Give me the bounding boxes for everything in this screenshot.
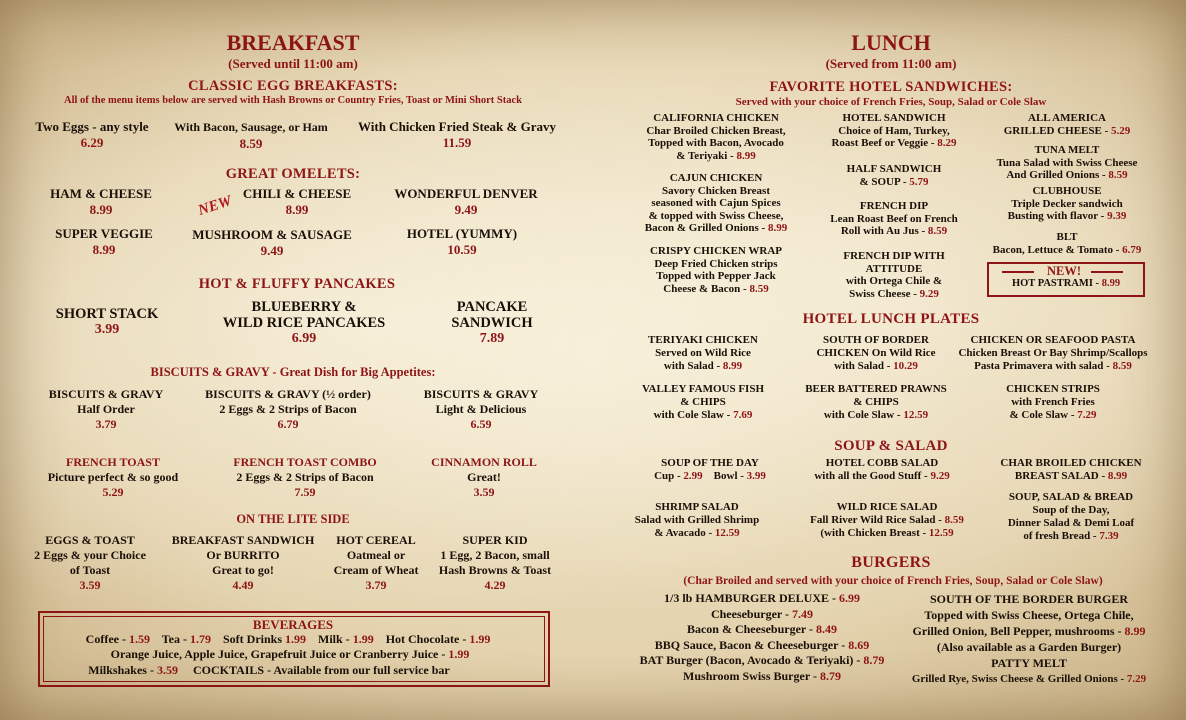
- hot-pastrami-item: HOT PASTRAMI - 8.99: [1011, 278, 1121, 289]
- menu-item: HAM & CHEESE 8.99: [50, 186, 152, 217]
- menu-item: CAJUN CHICKEN Savory Chicken Breast seasoned with Cajun Spices & topped with Swiss Cheese, Bacon & Grilled Onions - 8.99: [644, 172, 788, 235]
- lunch-plates-heading: HOTEL LUNCH PLATES: [802, 311, 980, 327]
- breakfast-hours: (Served until 11:00 am): [228, 56, 358, 71]
- beverages-heading: BEVERAGES: [252, 617, 334, 632]
- menu-item: BISCUITS & GRAVY Half Order 3.79: [48, 387, 164, 431]
- new-tag: NEW: [196, 193, 234, 219]
- menu-item: Two Eggs - any style 6.29: [35, 119, 149, 150]
- menu-item: EGGS & TOAST 2 Eggs & your Choice of Toast 3.59: [34, 533, 146, 592]
- menu-item: FRENCH TOAST Picture perfect & so good 5.29: [47, 455, 179, 499]
- menu-item: With Chicken Fried Steak & Gravy 11.59: [357, 119, 557, 150]
- pancakes-heading: HOT & FLUFFY PANCAKES: [198, 276, 396, 292]
- menu-item: VALLEY FAMOUS FISH & CHIPS with Cole Slaw - 7.69: [641, 383, 765, 421]
- lunch-hours: (Served from 11:00 am): [825, 56, 957, 71]
- soup-salad-heading: SOUP & SALAD: [834, 438, 948, 454]
- lunch-title: LUNCH: [851, 30, 931, 55]
- menu-item: CALIFORNIA CHICKEN Char Broiled Chicken Breast, Topped with Bacon, Avocado & Teriyaki - 8.99: [646, 112, 786, 162]
- menu-item: Cheeseburger - 7.49: [710, 606, 814, 621]
- lite-side-heading: ON THE LITE SIDE: [236, 512, 350, 526]
- menu-item: BLUEBERRY & WILD RICE PANCAKES 6.99: [222, 299, 386, 346]
- beverages-row-2: Orange Juice, Apple Juice, Grapefruit Juice or Cranberry Juice - 1.99: [110, 647, 470, 661]
- menu-item: With Bacon, Sausage, or Ham 8.59: [174, 120, 328, 151]
- menu-item: SUPER VEGGIE 8.99: [55, 226, 153, 257]
- classic-egg-note: All of the menu items below are served with Hash Browns or Country Fries, Toast or Mini Short Stack: [63, 95, 523, 106]
- new-tag: NEW!: [1046, 264, 1082, 278]
- menu-item: BAT Burger (Bacon, Avocado & Teriyaki) - 8.79: [639, 653, 885, 667]
- menu-item: PANCAKE SANDWICH 7.89: [451, 299, 533, 346]
- menu-item: BISCUITS & GRAVY Light & Delicious 6.59: [423, 387, 539, 431]
- burgers-note: (Char Broiled and served with your choice of French Fries, Soup, Salad or Cole Slaw): [683, 575, 1103, 587]
- menu-item: BLT Bacon, Lettuce & Tomato - 6.79: [992, 231, 1142, 256]
- menu-item: SOUP, SALAD & BREAD Soup of the Day, Dinner Salad & Demi Loaf of fresh Bread - 7.39: [1007, 491, 1135, 542]
- menu-item: CHICKEN STRIPS with French Fries & Cole Slaw - 7.29: [1006, 383, 1100, 421]
- sandwiches-heading: FAVORITE HOTEL SANDWICHES:: [769, 79, 1013, 95]
- menu-item: 1/3 lb HAMBURGER DELUXE - 6.99: [663, 591, 861, 605]
- menu-item: WILD RICE SALAD Fall River Wild Rice Salad - 8.59 (with Chicken Breast - 12.59: [810, 501, 964, 539]
- burgers-heading: BURGERS: [851, 554, 931, 571]
- menu-item: WONDERFUL DENVER 9.49: [394, 186, 538, 217]
- menu-item: MUSHROOM & SAUSAGE 9.49: [192, 227, 352, 258]
- divider: [1091, 271, 1123, 273]
- menu-item: Bacon & Cheeseburger - 8.49: [686, 622, 838, 636]
- menu-item: FRENCH DIP Lean Roast Beef on French Roll with Au Jus - 8.59: [830, 200, 958, 238]
- menu-item: SOUP OF THE DAY Cup - 2.99 Bowl - 3.99: [654, 457, 766, 482]
- menu-item: HOTEL SANDWICH Choice of Ham, Turkey, Roast Beef or Veggie - 8.29: [831, 112, 957, 150]
- menu-item: SHORT STACK 3.99: [55, 306, 159, 337]
- menu-item: CHICKEN OR SEAFOOD PASTA Chicken Breast Or Bay Shrimp/Scallops Pasta Primavera with salad - 8.59: [958, 334, 1148, 372]
- menu-item: TERIYAKI CHICKEN Served on Wild Rice with Salad - 8.99: [648, 334, 758, 372]
- breakfast-title: BREAKFAST: [226, 30, 360, 55]
- divider: [1002, 271, 1034, 273]
- menu-item: BREAKFAST SANDWICH Or BURRITO Great to go! 4.49: [171, 533, 315, 592]
- menu-item: SHRIMP SALAD Salad with Grilled Shrimp & Avacado - 12.59: [634, 501, 760, 539]
- biscuits-heading: BISCUITS & GRAVY - Great Dish for Big Appetites:: [150, 365, 436, 379]
- south-border-burger: SOUTH OF THE BORDER BURGER Topped with Swiss Cheese, Ortega Chile, Grilled Onion, Bell Pepper, mushrooms - 8.99 (Also available as a Garden Burger) PATTY MELT Grilled Rye, Swiss Cheese & Grilled Onions - 7.29: [911, 592, 1147, 685]
- menu-item: Mushroom Swiss Burger - 8.79: [683, 668, 841, 683]
- menu-item: SOUTH OF BORDER CHICKEN On Wild Rice with Salad - 10.29: [816, 334, 936, 372]
- menu-item: BEER BATTERED PRAWNS & CHIPS with Cole Slaw - 12.59: [805, 383, 947, 421]
- beverages-row-3: Milkshakes - 3.59 COCKTAILS - Available from our full service bar: [88, 663, 450, 677]
- burger-list: [640, 591, 885, 684]
- omelets-heading: GREAT OMELETS:: [225, 166, 361, 182]
- menu-item: HOTEL COBB SALAD with all the Good Stuff - 9.29: [814, 457, 950, 482]
- menu-item: BISCUITS & GRAVY (½ order) 2 Eggs & 2 Strips of Bacon 6.79: [205, 387, 371, 431]
- menu-item: CLUBHOUSE Triple Decker sandwich Busting with flavor - 9.39: [1007, 185, 1127, 223]
- menu-item: CRISPY CHICKEN WRAP Deep Fried Chicken strips Topped with Pepper Jack Cheese & Bacon - 8.59: [649, 245, 783, 295]
- classic-egg-heading: CLASSIC EGG BREAKFASTS:: [188, 78, 398, 94]
- menu-item: HOTEL (YUMMY) 10.59: [406, 226, 518, 257]
- menu-item: TUNA MELT Tuna Salad with Swiss Cheese And Grilled Onions - 8.59: [996, 144, 1138, 182]
- menu-item: CHAR BROILED CHICKEN BREAST SALAD - 8.99: [1000, 457, 1142, 482]
- menu-item: HALF SANDWICH & SOUP - 5.79: [846, 163, 942, 188]
- menu-item: ALL AMERICA GRILLED CHEESE - 5.29: [1003, 112, 1131, 137]
- menu-item: SUPER KID 1 Egg, 2 Bacon, small Hash Browns & Toast 4.29: [438, 533, 552, 592]
- menu-item: CHILI & CHEESE 8.99: [242, 186, 352, 217]
- beverages-row-1: Coffee - 1.59 Tea - 1.79 Soft Drinks 1.99 Milk - 1.99 Hot Chocolate - 1.99: [85, 632, 491, 646]
- menu-item: FRENCH TOAST COMBO 2 Eggs & 2 Strips of Bacon 7.59: [233, 455, 377, 499]
- menu-item: CINNAMON ROLL Great! 3.59: [431, 455, 537, 499]
- menu-item: BBQ Sauce, Bacon & Cheeseburger - 8.69: [654, 637, 870, 652]
- menu-item: FRENCH DIP WITH ATTITUDE with Ortega Chile & Swiss Cheese - 9.29: [843, 250, 945, 300]
- sandwiches-note: Served with your choice of French Fries, Soup, Salad or Cole Slaw: [735, 96, 1047, 108]
- menu-item: HOT CEREAL Oatmeal or Cream of Wheat 3.79: [333, 533, 419, 592]
